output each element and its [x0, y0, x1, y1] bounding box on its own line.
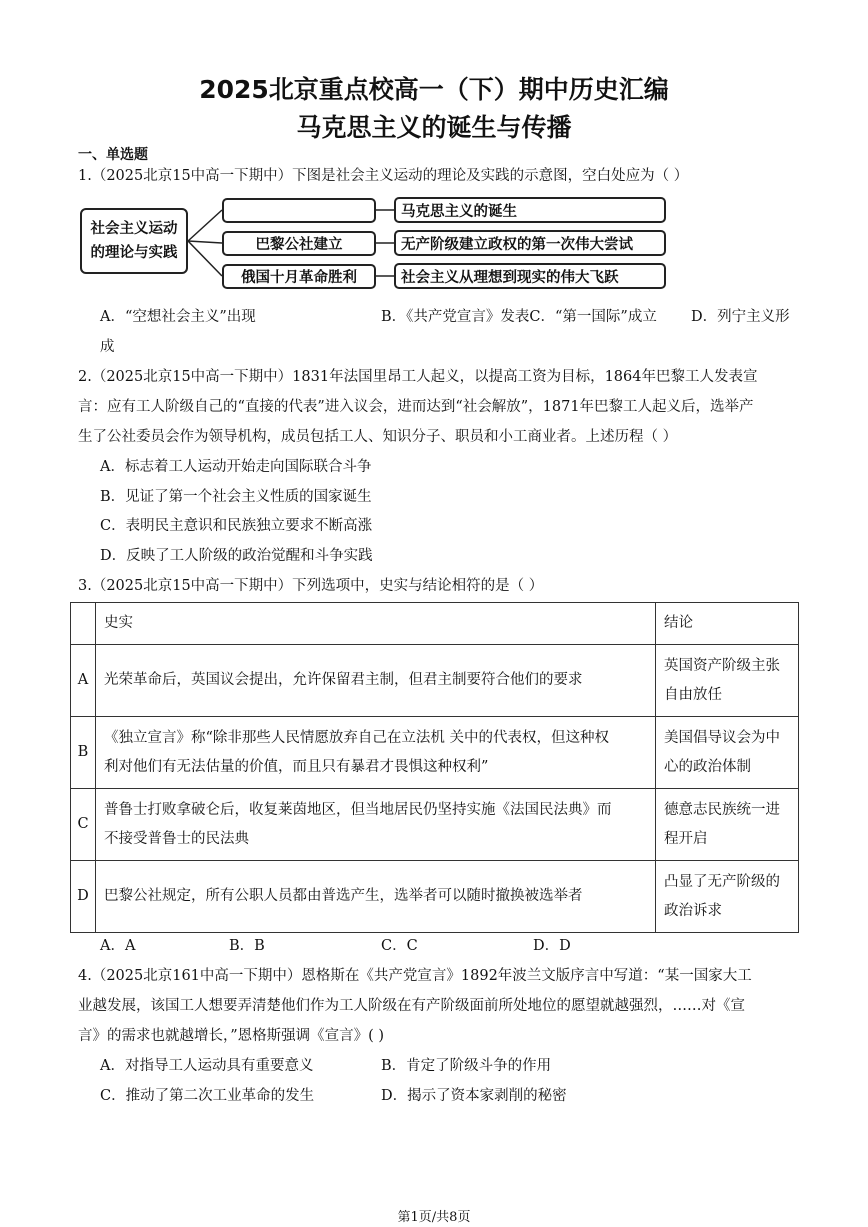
conclusion-line: 心的政治体制: [664, 758, 751, 775]
conclusion-line: 政治诉求: [664, 902, 722, 919]
page-number: 第1页/共8页: [397, 1210, 471, 1225]
q3-option-c: C．C: [381, 938, 418, 954]
conclusion-line: 英国资产阶级主张: [664, 657, 780, 674]
q2-option-c: C．表明民主意识和民族独立要求不断高涨: [100, 518, 373, 534]
diagram-root-line2: 的理论与实践: [90, 245, 178, 261]
q2-option-b: B．见证了第一个社会主义性质的国家诞生: [100, 489, 372, 505]
conclusion-line: 美国倡导议会为中: [664, 729, 780, 746]
table-row: [71, 861, 799, 933]
fact-line: 光荣革命后，英国议会提出，允许保留君主制，但君主制要符合他们的要求: [104, 672, 583, 688]
fact-line: 利对他们有无法估量的价值，而且只有暴君才畏惧这种权利”: [104, 758, 489, 775]
q4-option-a: A．对指导工人运动具有重要意义: [100, 1058, 314, 1074]
fact-line: 巴黎公社规定，所有公职人员都由普选产生，选举者可以随时撤换被选举者: [104, 888, 583, 904]
diagram-root-line1: 社会主义运动: [90, 221, 178, 237]
table-row-key: C: [71, 789, 96, 861]
table-row: [71, 789, 799, 861]
table-row-fact: [96, 789, 656, 861]
q1-option-d: D．列宁主义形: [691, 309, 790, 325]
table-row-key: B: [71, 717, 96, 789]
section-heading: 一、单选题: [78, 147, 148, 163]
table-row-fact: [96, 645, 656, 717]
q2-stem-line: 言：应有工人阶级自己的“直接的代表”进入议会，进而达到“社会解放”，1871年巴黎工人起义后，选举产: [78, 399, 754, 415]
table-row: [71, 717, 799, 789]
table-row-fact: [96, 861, 656, 933]
table-header-cell: 史实: [96, 603, 656, 645]
q2-option-a: A．标志着工人运动开始走向国际联合斗争: [100, 459, 372, 475]
conclusion-line: 自由放任: [664, 686, 722, 703]
q1-option-bc: B．《共产党宣言》发表C．“第一国际”成立: [381, 309, 657, 325]
table-header-cell: 结论: [656, 603, 799, 645]
fact-line: 不接受普鲁士的民法典: [104, 830, 249, 847]
table-row-key: A: [71, 645, 96, 717]
q1-option-a: A．“空想社会主义”出现: [100, 309, 256, 325]
fact-line: 《独立宣言》称“除非那些人民情愿放弃自己在立法机 关中的代表权，但这种权: [104, 729, 610, 746]
q4-option-c: C．推动了第二次工业革命的发生: [100, 1088, 315, 1104]
table-row-conclusion: [656, 645, 799, 717]
q3-table: [70, 602, 799, 933]
q1-stem: 1.（2025北京15中高一下期中）下图是社会主义运动的理论及实践的示意图，空白处应为（ ）: [78, 168, 689, 184]
diagram-left-box-2: 巴黎公社建立: [222, 231, 376, 256]
conclusion-line: 凸显了无产阶级的: [664, 873, 780, 890]
q1-option-d-cont: 成: [100, 339, 115, 355]
diagram-left-box-3: 俄国十月革命胜利: [222, 264, 376, 289]
q4-option-b: B．肯定了阶级斗争的作用: [381, 1058, 552, 1074]
diagram-right-box-3: 社会主义从理想到现实的伟大飞跃: [394, 263, 666, 289]
document-subtitle: 马克思主义的诞生与传播: [296, 113, 572, 142]
document-title: 2025北京重点校高一（下）期中历史汇编: [199, 75, 669, 104]
q2-stem-line: 2.（2025北京15中高一下期中）1831年法国里昂工人起义，以提高工资为目标，1864年巴黎工人发表宣: [78, 369, 758, 385]
diagram-root: [80, 208, 188, 274]
q3-stem: 3.（2025北京15中高一下期中）下列选项中，史实与结论相符的是（ ）: [78, 578, 544, 594]
diagram-right-box-1: 马克思主义的诞生: [394, 197, 666, 223]
q3-option-d: D．D: [533, 938, 571, 954]
table-row: [71, 645, 799, 717]
q4-stem-line: 4.（2025北京161中高一下期中）恩格斯在《共产党宣言》1892年波兰文版序言中写道：“某一国家大工: [78, 968, 752, 984]
diagram-blank-box: [222, 198, 376, 223]
diagram-right-box-2: 无产阶级建立政权的第一次伟大尝试: [394, 230, 666, 256]
q3-option-b: B．B: [229, 938, 265, 954]
q4-stem-line: 言》的需求也就越增长，”恩格斯强调《宣言》( ): [78, 1028, 385, 1044]
q4-stem-line: 业越发展，该国工人想要弄清楚他们作为工人阶级在有产阶级面前所处地位的愿望就越强烈，……对《宣: [78, 998, 745, 1014]
table-row-conclusion: [656, 861, 799, 933]
conclusion-line: 程开启: [664, 830, 708, 847]
fact-line: 普鲁士打败拿破仑后，收复莱茵地区，但当地居民仍坚持实施《法国民法典》而: [104, 801, 612, 818]
table-header-cell: [71, 603, 96, 645]
conclusion-line: 德意志民族统一进: [664, 801, 780, 818]
q4-option-d: D．揭示了资本家剥削的秘密: [381, 1088, 567, 1104]
table-row-conclusion: [656, 717, 799, 789]
q2-option-d: D．反映了工人阶级的政治觉醒和斗争实践: [100, 548, 373, 564]
table-row-fact: [96, 717, 656, 789]
q2-stem-line: 生了公社委员会作为领导机构，成员包括工人、知识分子、职员和小工商业者。上述历程（ ）: [78, 429, 678, 445]
table-header-row: [71, 603, 799, 645]
table-row-conclusion: [656, 789, 799, 861]
table-row-key: D: [71, 861, 96, 933]
q3-option-a: A．A: [100, 938, 136, 954]
